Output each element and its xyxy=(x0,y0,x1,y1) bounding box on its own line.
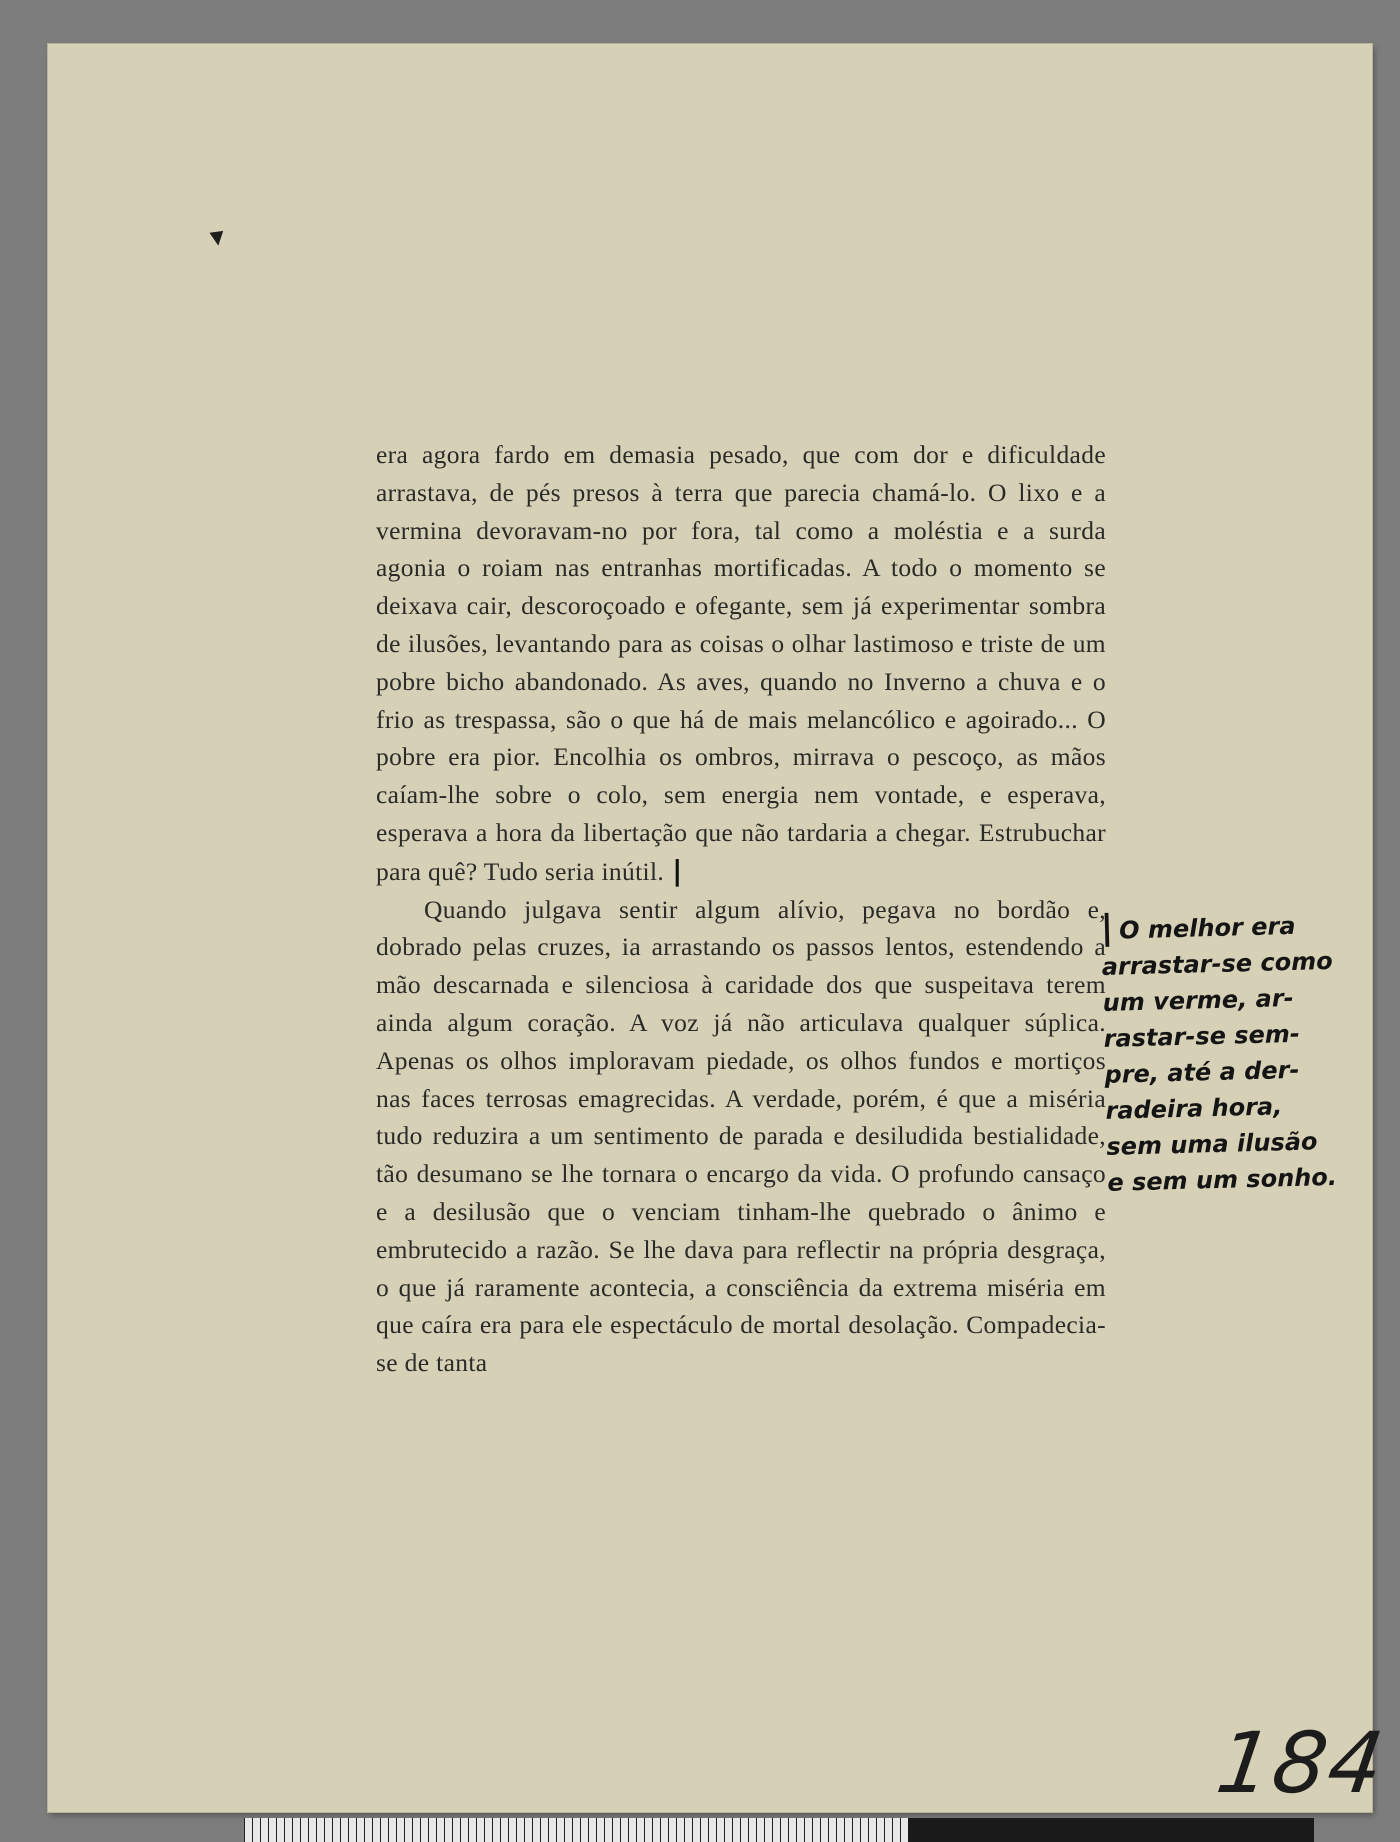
paragraph-2: Quando julgava sentir algum alívio, pegava no bordão e, dobrado pelas cruzes, ia arrastando os passos lentos, estendendo a mão descarnada e silenciosa à caridade dos que suspeitava terem ainda algum coração. A voz já não articulava qualquer súplica. Apenas os olhos imploravam piedade, os olhos fundos e mortiços nas faces terrosas emagrecidas. A verdade, porém, é que a miséria tudo reduzira a um sentimento de parada e desiludida bestialidade, tão desumano se lhe tornara o encargo da vida. O profundo cansaço e a desilusão que o venciam tinham-lhe quebrado o ânimo e embrutecido a razão. Se lhe dava para reflectir na própria desgraça, o que já raramente acontecia, a consciência da extrema miséria em que caíra era para ele espectáculo de mortal desolação. Compadecia-se de tanta xyxy=(376,894,1106,1378)
corner-mark: ▾ xyxy=(207,219,227,254)
handwritten-page-number: 184 xyxy=(1211,1714,1392,1812)
annotation-line-4: rastar-se sem- xyxy=(1103,1019,1301,1053)
annotation-line-8: e sem um sonho. xyxy=(1107,1162,1338,1197)
insertion-mark: | xyxy=(672,853,683,887)
manuscript-page xyxy=(48,44,1392,1812)
annotation-line-2: arrastar-se como xyxy=(1101,946,1333,981)
annotation-line-7: sem uma ilusão xyxy=(1106,1127,1318,1161)
paragraph-1-text: era agora fardo em demasia pesado, que com dor e dificuldade arrastava, de pés presos à terra que parecia chamá-lo. O lixo e a vermina devoravam-no por fora, tal como a moléstia e a surda agonia o roiam nas entranhas mortificadas. A todo o momento se deixava cair, descoroçoado e ofegante, sem já experimentar sombra de ilusões, levantando para as coisas o olhar lastimoso e triste de um pobre bicho abandonado. As aves, quando no Inverno a chuva e o frio as trespassa, são o que há de mais melancólico e agoirado... O pobre era pior. Encolhia os ombros, mirrava o pescoço, as mãos caíam-lhe sobre o colo, sem energia nem vontade, e esperava, esperava a hora da libertação que não tardaria a chegar. Estrubuchar para quê? Tudo seria inútil. xyxy=(376,440,1106,886)
annotation-line-6: radeira hora, xyxy=(1105,1092,1283,1125)
paragraph-1 xyxy=(376,436,1106,891)
annotation-line-5: pre, até a der- xyxy=(1104,1055,1300,1089)
annotation-line-3: um verme, ar- xyxy=(1102,983,1294,1017)
handwritten-annotation xyxy=(1100,902,1400,1201)
annotation-line-1: | O melhor era xyxy=(1100,907,1296,948)
scale-bar-dark-segment xyxy=(908,1818,1314,1842)
measurement-scale-bar xyxy=(244,1818,1314,1842)
typed-text-block xyxy=(376,436,1106,1382)
annotation-bar: | xyxy=(1100,907,1114,948)
